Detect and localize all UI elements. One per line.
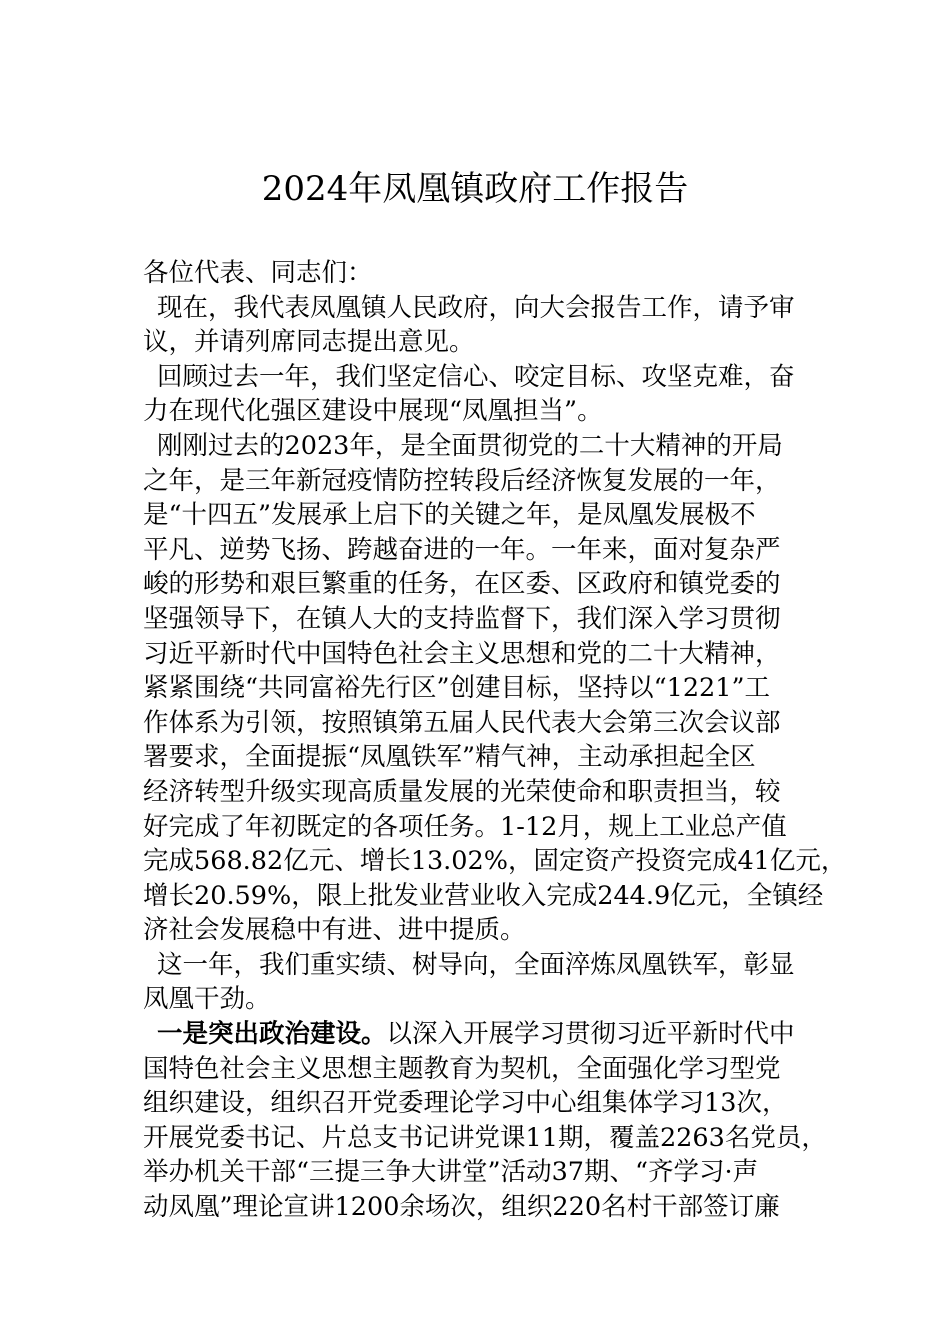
paragraph-this-year (143, 948, 838, 1017)
paragraph-review (143, 360, 838, 429)
text-line: 这一年，我们重实绩、树导向，全面淬炼凤凰铁军，彰显 (157, 949, 795, 980)
text-line: 之年，是三年新冠疫情防控转段后经济恢复发展的一年， (143, 465, 781, 496)
text-line: 坚强领导下，在镇人大的支持监督下，我们深入学习贯彻 (143, 603, 781, 634)
text-line: 举办机关干部“三提三争大讲堂”活动37期、“齐学习·声 (143, 1157, 759, 1188)
paragraph-summary-2023 (143, 429, 847, 948)
text-line: 署要求，全面提振“凤凰铁军”精气神，主动承担起全区 (143, 742, 756, 773)
document-body (143, 256, 847, 1225)
section-lead: 一是突出政治建设。 (157, 1019, 387, 1050)
text-line: 完成568.82亿元、增长13.02%，固定资产投资完成41亿元， (143, 846, 847, 877)
text-line: 开展党委书记、片总支书记讲党课11期，覆盖2263名党员， (143, 1122, 827, 1153)
text-line: 动凤凰”理论宣讲1200余场次，组织220名村干部签订廉 (143, 1192, 780, 1223)
text-line: 组织建设，组织召开党委理论学习中心组集体学习13次， (143, 1088, 788, 1119)
text-line: 习近平新时代中国特色社会主义思想和党的二十大精神， (143, 638, 781, 669)
text-line: 议，并请列席同志提出意见。 (143, 327, 475, 358)
text-line (143, 1017, 838, 1052)
text-line: 作体系为引领，按照镇第五届人民代表大会第三次会议部 (143, 707, 781, 738)
text-line: 平凡、逆势飞扬、跨越奋进的一年。一年来，面对复杂严 (143, 534, 781, 565)
text-line: 好完成了年初既定的各项任务。1-12月，规上工业总产值 (143, 811, 787, 842)
text-line: 是“十四五”发展承上启下的关键之年，是凤凰发展极不 (143, 500, 756, 531)
text-line: 紧紧围绕“共同富裕先行区”创建目标，坚持以“1221”工 (143, 673, 771, 704)
text-line: 力在现代化强区建设中展现“凤凰担当”。 (143, 396, 603, 427)
text-run: 以深入开展学习贯彻习近平新时代中 (386, 1019, 795, 1050)
text-line: 刚刚过去的2023年，是全面贯彻党的二十大精神的开局 (157, 430, 783, 461)
text-line: 增长20.59%，限上批发业营业收入完成244.9亿元，全镇经 (143, 880, 824, 911)
text-line: 回顾过去一年，我们坚定信心、咬定目标、攻坚克难，奋 (157, 361, 795, 392)
salutation: 各位代表、同志们： (143, 258, 373, 288)
paragraph-political-building (143, 1017, 838, 1225)
paragraph-opening (143, 291, 838, 360)
text-line: 现在，我代表凤凰镇人民政府，向大会报告工作，请予审 (157, 292, 795, 323)
document-title: 2024年凤凰镇政府工作报告 (261, 169, 689, 209)
text-line: 凤凰干劲。 (143, 984, 271, 1015)
text-line: 济社会发展稳中有进、进中提质。 (143, 915, 526, 946)
text-line: 经济转型升级实现高质量发展的光荣使命和职责担当，较 (143, 776, 781, 807)
text-line: 峻的形势和艰巨繁重的任务，在区委、区政府和镇党委的 (143, 569, 781, 600)
text-line: 国特色社会主义思想主题教育为契机，全面强化学习型党 (143, 1053, 781, 1084)
